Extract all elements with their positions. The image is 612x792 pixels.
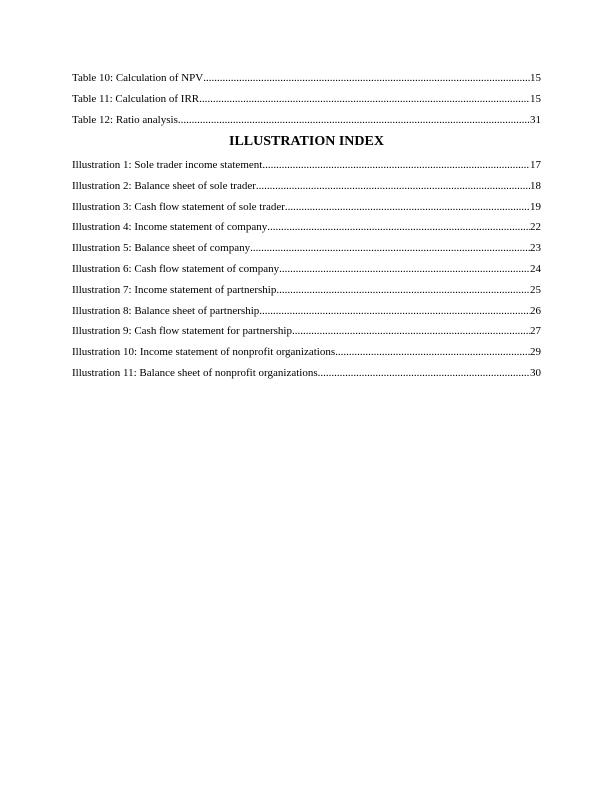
toc-entry-label: Illustration 11: Balance sheet of nonprofit organizations (72, 366, 318, 379)
illustration-index-heading: ILLUSTRATION INDEX (229, 134, 384, 149)
dot-leader (199, 89, 530, 110)
toc-entry-table-12[interactable] (72, 110, 541, 131)
toc-entry-illustration-7[interactable] (72, 280, 541, 301)
toc-entry-table-11[interactable] (72, 89, 541, 110)
toc-entry-illustration-11[interactable] (72, 363, 541, 384)
toc-entry-illustration-3[interactable] (72, 197, 541, 218)
dot-leader (335, 342, 530, 363)
dot-leader (250, 238, 530, 259)
dot-leader (259, 301, 530, 322)
toc-entry-page-number: 17 (530, 159, 541, 171)
toc-entry-page-number: 29 (530, 346, 541, 359)
dot-leader (256, 176, 530, 197)
toc-entry-illustration-2[interactable] (72, 176, 541, 197)
toc-entry-page-number: 24 (530, 262, 541, 275)
dot-leader (203, 68, 530, 89)
toc-entry-label: Illustration 4: Income statement of company (72, 221, 268, 234)
table-index-list (72, 68, 541, 130)
toc-entry-label: Illustration 9: Cash flow statement for partnership (72, 325, 292, 338)
toc-entry-illustration-9[interactable] (72, 321, 541, 342)
dot-leader (276, 280, 530, 301)
toc-entry-illustration-5[interactable] (72, 238, 541, 259)
toc-entry-illustration-4[interactable] (72, 217, 541, 238)
toc-entry-page-number: 31 (530, 113, 541, 126)
toc-entry-table-10[interactable] (72, 68, 541, 89)
toc-entry-page-number: 23 (530, 242, 541, 255)
dot-leader (262, 155, 530, 176)
dot-leader (292, 321, 530, 342)
toc-entry-illustration-6[interactable] (72, 259, 541, 280)
toc-entry-label: Illustration 6: Cash flow statement of company (72, 262, 280, 275)
toc-entry-page-number: 25 (530, 283, 541, 296)
toc-entry-page-number: 30 (530, 366, 541, 379)
toc-entry-page-number: 19 (530, 200, 541, 213)
toc-entry-label: Illustration 10: Income statement of nonprofit organizations (72, 346, 336, 359)
dot-leader (318, 363, 530, 384)
toc-entry-label: Illustration 8: Balance sheet of partnership (72, 304, 260, 317)
toc-entry-illustration-8[interactable] (72, 301, 541, 322)
toc-entry-label: Illustration 1: Sole trader income statement (72, 159, 263, 171)
toc-entry-label: Illustration 3: Cash flow statement of sole trader (72, 200, 285, 213)
toc-entry-label: Table 10: Calculation of NPV (72, 72, 204, 84)
dot-leader (285, 197, 530, 218)
toc-entry-illustration-1[interactable] (72, 155, 541, 176)
toc-entry-label: Illustration 5: Balance sheet of company (72, 242, 251, 255)
toc-entry-label: Illustration 7: Income statement of partnership (72, 283, 277, 296)
toc-entry-label: Illustration 2: Balance sheet of sole trader (72, 179, 256, 192)
dot-leader (279, 259, 530, 280)
toc-entry-page-number: 18 (530, 179, 541, 192)
toc-entry-page-number: 22 (530, 221, 541, 234)
dot-leader (178, 110, 530, 131)
dot-leader (267, 217, 530, 238)
toc-entry-page-number: 26 (530, 304, 541, 317)
toc-entry-page-number: 27 (530, 325, 541, 338)
toc-entry-illustration-10[interactable] (72, 342, 541, 363)
toc-entry-page-number: 15 (530, 92, 541, 105)
toc-entry-page-number: 15 (530, 72, 541, 84)
illustration-index-list (72, 155, 541, 384)
toc-entry-label: Table 12: Ratio analysis (72, 113, 178, 126)
toc-entry-label: Table 11: Calculation of IRR (72, 92, 200, 105)
